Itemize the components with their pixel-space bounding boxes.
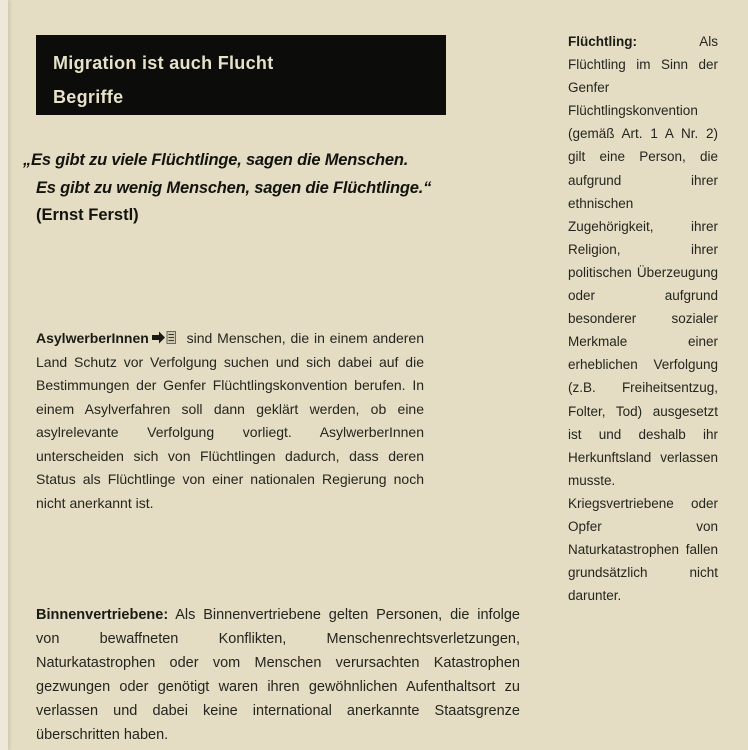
asylwerber-term: AsylwerberInnen xyxy=(36,330,149,346)
quote-attribution: (Ernst Ferstl) xyxy=(36,206,139,224)
asylwerber-text: sind Menschen, die in einem anderen Land Schutz vor Verfolgung suchen und sich dabei auf die Bestimmungen der Genfer Flüchtlingskonvention berufen. In einem Asylverfahren soll dann geklärt werden, ob eine asylrelevante Verfolgung vorliegt. AsylwerberInnen unterscheiden sich von Flüchtlingen dadurch, dass deren Status als Flüchtlinge von einer nationalen Regierung noch nicht anerkannt ist. xyxy=(36,330,425,511)
fluechtling-term: Flüchtling: xyxy=(568,34,637,49)
fluechtling-text: Als Flüchtling im Sinn der Genfer Flüchtlingskonvention (gemäß Art. 1 A Nr. 2) gilt eine Person, die aufgrund ihrer ethnischen Zugehörigkeit, ihrer Religion, ihrer politischen Überzeugung oder aufgrund besonderer sozialer Merkmale einer erheblichen Verfolgung (z.B. Freiheitsentzug, Folter, Tod) ausgesetzt ist und deshalb ihr Herkunftsland verlassen musste. Kriegsvertriebene oder Opfer von Naturkatastrophen fallen grundsätzlich nicht darunter. xyxy=(568,34,718,604)
fluechtling-definition-column xyxy=(568,30,718,607)
quote-line-1: „Es gibt zu viele Flüchtlinge, sagen die Menschen. xyxy=(23,151,409,169)
binnenvertriebene-definition-paragraph xyxy=(36,603,520,747)
quote-block xyxy=(23,147,526,230)
binnenvertriebene-term: Binnenvertriebene: xyxy=(36,607,169,623)
quote-line-2: Es gibt zu wenig Menschen, sagen die Flüchtlinge.“ xyxy=(36,178,432,197)
chapter-header-banner xyxy=(36,35,446,115)
chapter-title: Migration ist auch Flucht xyxy=(53,53,274,73)
binnenvertriebene-text: Als Binnenvertriebene gelten Personen, die infolge von bewaffneten Konflikten, Menschenrechtsverletzungen, Naturkatastrophen oder vom Menschen verursachten Katastrophen gezwungen oder genötigt waren ihren gewöhnlichen Aufenthaltsort zu verlassen und dabei keine international anerkannte Staatsgrenze überschritten haben. xyxy=(36,607,520,743)
cross-reference-icon xyxy=(152,331,176,344)
asylwerber-definition-paragraph xyxy=(36,327,424,515)
chapter-subtitle: Begriffe xyxy=(53,87,124,107)
scan-edge-strip xyxy=(0,0,8,750)
